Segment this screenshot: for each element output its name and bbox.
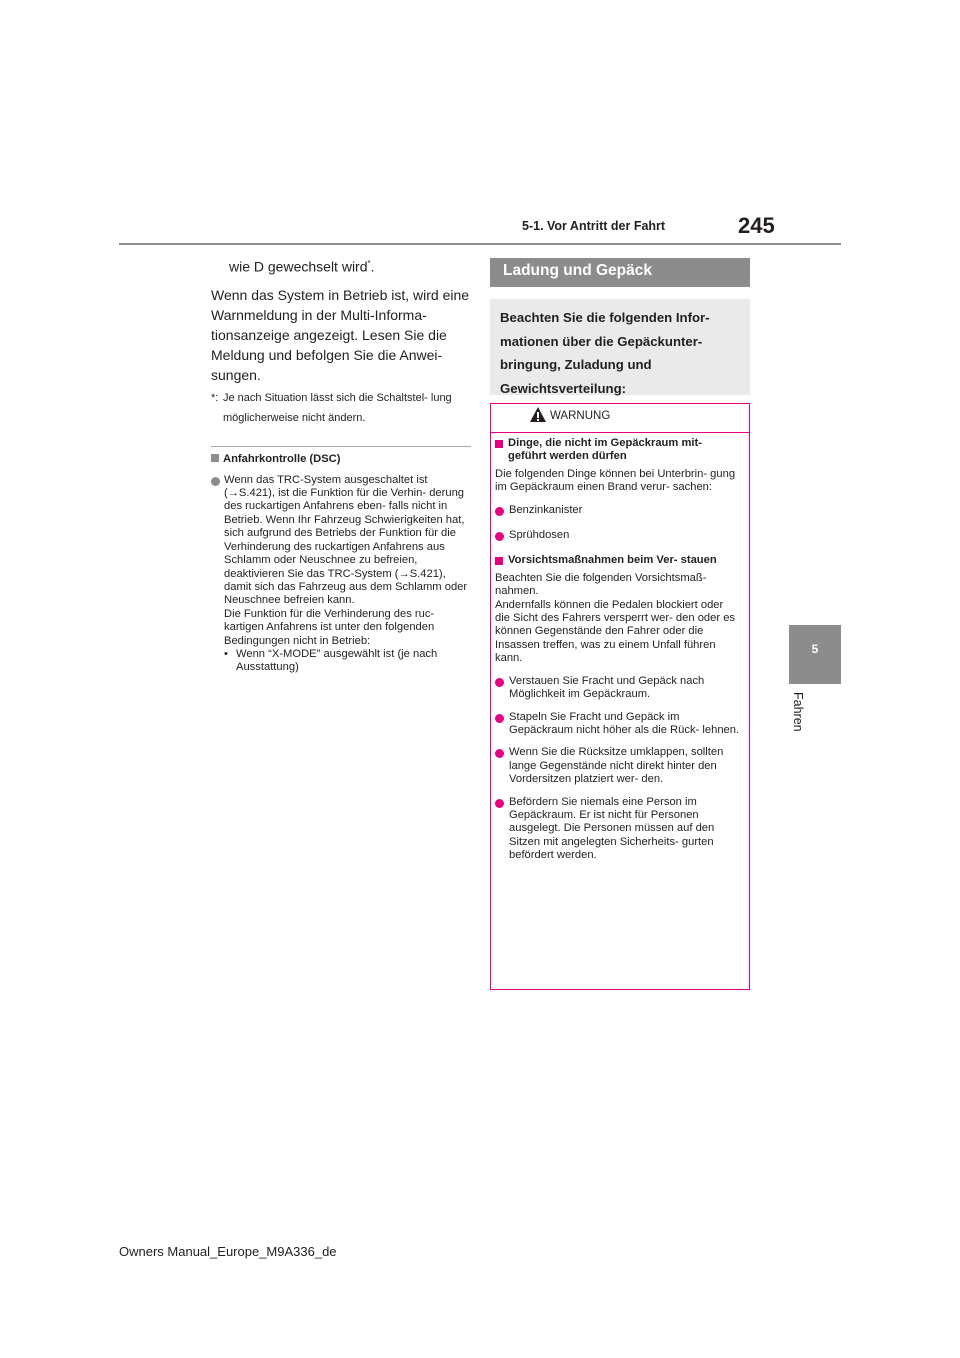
bullet-text: Wenn das TRC-System ausgeschaltet ist (→S.421), ist die Funktion für die Verhin- derung des ruckartigen Anfahrens eben- falls nicht in Betrieb. Wenn Ihr Fahrzeug Schwierigkeiten hat, sich aufgrund des Betriebs der Funktion für die Verhinderung des ruckartigen Anfahrens aus Schlamm oder Neuschnee zu befreien, deaktivieren Sie das TRC-System (→S.421), damit sich das Fahrzeug aus dem Schlamm oder Neuschnee befreien kann.	[224, 473, 468, 607]
circle-bullet-icon	[495, 507, 504, 516]
list-item-text: Verstauen Sie Fracht und Gepäck nach Möglichkeit im Gepäckraum.	[509, 674, 705, 701]
list-item-text: Stapeln Sie Fracht und Gepäck im Gepäckraum nicht höher als die Rück- lehnen.	[509, 710, 740, 736]
dash-item	[224, 648, 471, 675]
footer-text: Owners Manual_Europe_M9A336_de	[119, 1244, 337, 1259]
list-item	[495, 711, 741, 738]
list-item	[495, 796, 741, 863]
sub-heading-text: Anfahrkontrolle (DSC)	[223, 452, 341, 465]
continued-punct: .	[370, 258, 375, 275]
footnote-marker: *:	[211, 391, 219, 404]
circle-bullet-icon	[495, 714, 504, 723]
warning-body	[495, 437, 741, 863]
list-item	[495, 504, 741, 517]
list-item	[495, 675, 741, 702]
chapter-label: Fahren	[791, 692, 805, 732]
warning-text-2: Beachten Sie die folgenden Vorsichtsmaß- nahmen.	[495, 571, 707, 598]
list-item	[495, 529, 741, 542]
chapter-number: 5	[811, 642, 819, 656]
warning-title: WARNUNG	[550, 410, 611, 422]
dash-marker: •	[224, 647, 228, 660]
sub-heading	[211, 453, 471, 465]
circle-bullet-icon	[495, 799, 504, 808]
warning-heading-1	[495, 437, 741, 464]
list-item-text: Befördern Sie niemals eine Person im Gepäckraum. Er ist nicht für Personen ausgelegt. Die Personen müssen auf den Sitzen mit angelegten Sicherheits- gurten befördert werden.	[509, 795, 715, 862]
square-bullet-icon	[211, 454, 219, 462]
intro-text: Beachten Sie die folgenden Infor- mationen über die Gepäckunter- bringung, Zuladung und Gewichtsverteilung:	[500, 310, 710, 396]
section-heading: Ladung und Gepäck	[503, 262, 652, 279]
square-bullet-icon	[495, 440, 503, 448]
continued-line	[229, 254, 471, 277]
page-number: 245	[738, 213, 775, 238]
circle-bullet-icon	[495, 532, 504, 541]
section-title: 5-1. Vor Antritt der Fahrt	[522, 219, 666, 233]
footnote-text: Je nach Situation lässt sich die Schaltstel- lung möglicherweise nicht ändern.	[223, 391, 452, 424]
warning-heading-2	[495, 554, 741, 567]
square-bullet-icon	[495, 557, 503, 565]
header-divider	[119, 243, 841, 245]
warning-text-3: Andernfalls können die Pedalen blockiert oder die Sicht des Fahrers versperrt wer- den oder es können Gegenstände den Fahrer oder die Insassen treffen, was zu einem Unfall führen kann.	[495, 598, 736, 665]
circle-bullet-icon	[211, 477, 220, 486]
section-divider	[211, 446, 471, 447]
list-item-text: Wenn Sie die Rücksitze umklappen, sollten lange Gegenstände nicht direkt hinter den Vordersitzen platziert wer- den.	[509, 746, 724, 786]
list-item-text: Sprühdosen	[509, 529, 570, 542]
footnote-ref: *	[367, 259, 371, 268]
body-paragraph: Wenn das System in Betrieb ist, wird eine Warnmeldung in der Multi-Informa- tionsanzeige angezeigt. Lesen Sie die Meldung und befolgen Sie die Anwei- sungen.	[211, 286, 470, 383]
list-item	[211, 474, 471, 675]
list-item	[495, 746, 741, 786]
warning-heading-1-text: Dinge, die nicht im Gepäckraum mit- geführt werden dürfen	[508, 437, 702, 463]
left-column	[211, 254, 471, 675]
circle-bullet-icon	[495, 678, 504, 687]
warning-heading-2-text: Vorsichtsmaßnahmen beim Ver- stauen	[508, 554, 717, 567]
circle-bullet-icon	[495, 749, 504, 758]
bullet-text-2: Die Funktion für die Verhinderung des ruc- kartigen Anfahrens ist unter den folgenden Bedingungen nicht in Betrieb:	[224, 607, 435, 647]
warning-triangle-icon	[529, 406, 547, 424]
continued-text: wie D gewechselt wird	[229, 258, 368, 275]
footnote	[211, 388, 471, 428]
warning-divider	[491, 432, 749, 433]
warning-text-1: Die folgenden Dinge können bei Unterbrin- gung im Gepäckraum einen Brand verur- sachen:	[495, 467, 736, 494]
dash-item-text: Wenn “X-MODE” ausgewählt ist (je nach Ausstattung)	[236, 647, 438, 674]
list-item-text: Benzinkanister	[509, 503, 583, 516]
